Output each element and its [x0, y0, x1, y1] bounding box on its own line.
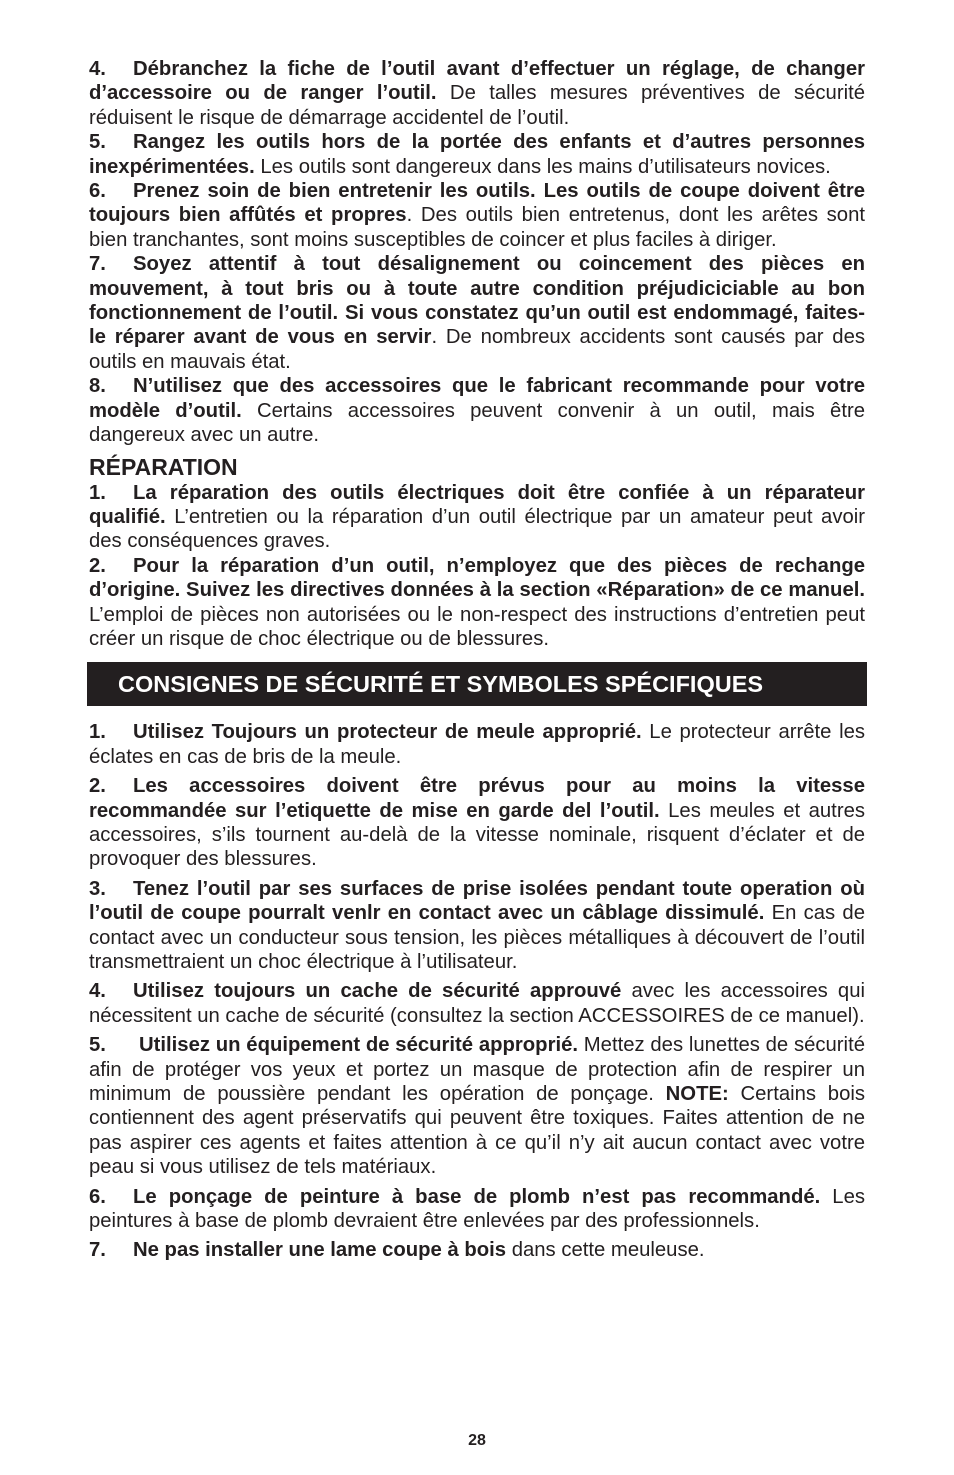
item-text: Mettez des lunettes de sécurité afin de protéger vos yeux et portez un masque de protection afin de respirer un minimum de poussière pendant les opération de ponçage.	[89, 1034, 865, 1106]
note-text: Certains bois contiennent des agent préservatifs qui peuvent être toxiques. Faites attention de ne pas aspirer ces agents et faites attention à ce qu’il n’y ait aucun contact avec votre peau si vous utilisez de tels matériaux.	[89, 1083, 865, 1179]
item-text: Les peintures à base de plomb devraient être enlevées par des professionnels.	[89, 1185, 865, 1233]
item-number: 5.	[89, 1034, 106, 1057]
item-bold-text: N’utilisez que des accessoires que le fabricant recommande pour votre modèle d’outil.	[89, 375, 865, 422]
item-number: 2.	[89, 775, 106, 798]
item-bold-text: Débranchez la fiche de l’outil avant d’effectuer un réglage, de changer d’accessoire ou de ranger l’outil.	[89, 58, 865, 105]
item-bold-text: Tenez l’outil par ses surfaces de prise isolées pendant toute operation où l’outil de coupe pourralt venlr en contact avec un câblage dissimulé.	[89, 877, 865, 925]
page-content	[89, 57, 865, 1268]
item-number: 2.	[89, 554, 106, 577]
item-text: . De nombreux accidents sont causés par des outils en mauvais état.	[89, 326, 865, 373]
item-bold-text: Le ponçage de peinture à base de plomb n’est pas recommandé.	[133, 1185, 821, 1208]
item-bold-text: Rangez les outils hors de la portée des enfants et d’autres personnes inexpérimentées.	[89, 131, 865, 178]
item-number: 4.	[89, 980, 106, 1003]
page-number: 28	[468, 1432, 486, 1449]
item-number: 4.	[89, 58, 106, 80]
item-text: De talles mesures préventives de sécurité réduisent le risque de démarrage accidentel de l’outil.	[89, 82, 865, 129]
item-text: Le protecteur arrête les éclates en cas de bris de la meule.	[89, 721, 865, 768]
note-label: NOTE:	[665, 1083, 729, 1106]
item-text: . Des outils bien entretenus, dont les arêtes sont bien tranchantes, sont moins susceptibles de coincer et plus faciles à diriger.	[89, 204, 865, 251]
list-item	[89, 877, 865, 975]
item-number: 7.	[89, 253, 106, 276]
item-number: 1.	[89, 481, 106, 504]
list-item	[89, 130, 865, 179]
list-item	[89, 1033, 865, 1179]
item-bold-text: Utilisez Toujours un protecteur de meule approprié.	[133, 721, 642, 744]
list-item	[89, 720, 865, 769]
item-number: 1.	[89, 721, 106, 744]
list-item	[89, 1238, 865, 1262]
item-bold-text: Prenez soin de bien entretenir les outils. Les outils de coupe doivent être toujours bien affûtés et propres	[89, 180, 865, 227]
section-heading-reparation: RÉPARATION	[89, 453, 238, 480]
item-text: dans cette meuleuse.	[506, 1239, 705, 1262]
item-text: L’entretien ou la réparation d’un outil électrique par un amateur peut avoir des conséquences graves.	[89, 505, 865, 553]
item-bold-text: Les accessoires doivent être prévus pour au moins la vitesse recommandée sur l’etiquette de mise en garde del l’outil.	[89, 775, 865, 822]
item-text: L’emploi de pièces non autorisées ou le non-respect des instructions d’entretien peut créer un risque de choc électrique ou de blessures.	[89, 603, 865, 650]
list-item	[89, 252, 865, 374]
item-number: 6.	[89, 180, 106, 203]
item-number: 8.	[89, 375, 106, 398]
list-item	[89, 179, 865, 252]
item-bold-text: La réparation des outils électriques doit être confiée à un réparateur qualifié.	[89, 481, 865, 528]
list-item	[89, 979, 865, 1028]
item-text: En cas de contact avec un conducteur sous tension, les pièces métalliques à découvert de l’outil transmettraient un choc électrique à l’utilisateur.	[89, 902, 865, 973]
list-item	[89, 774, 865, 872]
item-text: Les meules et autres accessoires, s’ils tournent au-delà de la vitesse nominale, risquent d’éclater et de provoquer des blessures.	[89, 799, 865, 871]
section-banner-consignes: CONSIGNES DE SÉCURITÉ ET SYMBOLES SPÉCIFIQUES	[87, 662, 867, 706]
list-item	[89, 481, 865, 554]
item-bold-text: Ne pas installer une lame coupe à bois	[133, 1239, 507, 1262]
item-number: 6.	[89, 1185, 106, 1208]
list-item	[89, 57, 865, 130]
item-number: 7.	[89, 1239, 106, 1262]
item-text: avec les accessoires qui nécessitent un cache de sécurité (consultez la section ACCESSOIRES de ce manuel).	[89, 980, 866, 1027]
list-item	[89, 1185, 865, 1234]
item-bold-text: Pour la réparation d’un outil, n’employez que des pièces de rechange d’origine. Suivez les directives données à la section «Réparation» de ce manuel.	[89, 554, 865, 602]
item-text: Certains accessoires peuvent convenir à un outil, mais être dangereux avec un autre.	[89, 399, 865, 447]
item-bold-text: Soyez attentif à tout désalignement ou coincement des pièces en mouvement, à tout bris ou à toute autre condition préjudiciciable au bon fonctionnement de l’outil. Si vous constatez qu’un outil est endommagé, faites-le réparer avant de vous en servir	[89, 253, 865, 349]
list-item	[89, 554, 865, 652]
item-number: 3.	[89, 877, 106, 900]
item-bold-text: Utilisez un équipement de sécurité approprié.	[139, 1034, 579, 1057]
consignes-list	[89, 720, 865, 1263]
item-number: 5.	[89, 131, 106, 154]
item-bold-text: Utilisez toujours un cache de sécurité approuvé	[133, 980, 622, 1003]
list-item	[89, 374, 865, 447]
item-text: Les outils sont dangereux dans les mains d’utilisateurs novices.	[254, 155, 831, 178]
